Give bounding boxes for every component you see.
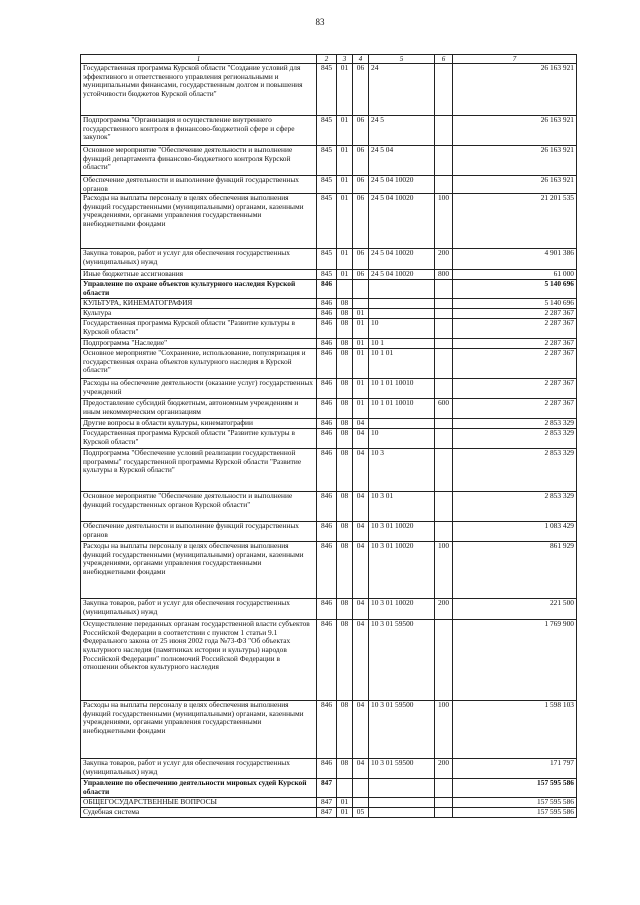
row-admin-code: 847 — [317, 798, 337, 808]
row-target-code — [369, 779, 435, 798]
row-target-code: 10 3 01 10020 — [369, 522, 435, 542]
header-cell: 5 — [369, 55, 435, 64]
row-section-code: 08 — [337, 399, 353, 419]
row-name: Управление по охране объектов культурного наследия Курской области — [81, 280, 317, 299]
row-admin-code: 846 — [317, 339, 337, 349]
row-admin-code: 845 — [317, 270, 337, 280]
table-row — [81, 176, 577, 194]
table-body — [81, 64, 577, 818]
row-subsection-code: 06 — [353, 176, 369, 194]
row-target-code: 10 3 01 — [369, 492, 435, 522]
row-amount: 157 595 586 — [453, 779, 577, 798]
row-subsection-code: 06 — [353, 146, 369, 176]
row-target-code: 24 5 04 10020 — [369, 249, 435, 270]
row-target-code — [369, 808, 435, 818]
table-row — [81, 319, 577, 339]
row-subsection-code: 04 — [353, 759, 369, 779]
row-subsection-code — [353, 280, 369, 299]
row-admin-code: 846 — [317, 429, 337, 449]
row-subsection-code: 01 — [353, 339, 369, 349]
table-row — [81, 542, 577, 599]
row-section-code: 08 — [337, 492, 353, 522]
row-name: Предоставление субсидий бюджетным, автономным учреждениям и иным некоммерческим организациям — [81, 399, 317, 419]
row-subsection-code: 04 — [353, 542, 369, 599]
row-admin-code: 846 — [317, 299, 337, 309]
row-expense-type: 600 — [435, 399, 453, 419]
header-cell: 4 — [353, 55, 369, 64]
row-subsection-code: 04 — [353, 599, 369, 620]
row-name: Расходы на выплаты персоналу в целях обеспечения выполнения функций государственными (муниципальными) органами, казенными учреждениями, органами управления государственными внебюджетными фондами — [81, 194, 317, 249]
row-admin-code: 846 — [317, 449, 337, 492]
row-expense-type — [435, 379, 453, 399]
row-expense-type — [435, 146, 453, 176]
row-amount: 61 000 — [453, 270, 577, 280]
row-subsection-code: 06 — [353, 249, 369, 270]
row-target-code — [369, 299, 435, 309]
row-admin-code: 845 — [317, 194, 337, 249]
row-section-code: 01 — [337, 798, 353, 808]
row-target-code: 10 3 01 59500 — [369, 620, 435, 701]
row-subsection-code: 01 — [353, 319, 369, 339]
row-expense-type: 200 — [435, 249, 453, 270]
row-section-code: 08 — [337, 759, 353, 779]
row-amount: 26 163 921 — [453, 146, 577, 176]
table-row — [81, 599, 577, 620]
row-expense-type — [435, 419, 453, 429]
row-name: ОБЩЕГОСУДАРСТВЕННЫЕ ВОПРОСЫ — [81, 798, 317, 808]
row-expense-type — [435, 176, 453, 194]
budget-table — [80, 54, 577, 818]
row-subsection-code: 01 — [353, 399, 369, 419]
row-target-code: 10 1 01 10010 — [369, 399, 435, 419]
row-subsection-code: 06 — [353, 194, 369, 249]
row-name: Обеспечение деятельности и выполнение функций государственных органов — [81, 522, 317, 542]
row-section-code: 01 — [337, 116, 353, 146]
row-subsection-code: 04 — [353, 492, 369, 522]
row-name: Подпрограмма "Наследие" — [81, 339, 317, 349]
row-section-code: 01 — [337, 64, 353, 116]
row-section-code: 01 — [337, 270, 353, 280]
row-section-code: 01 — [337, 176, 353, 194]
row-section-code: 08 — [337, 379, 353, 399]
header-cell: 2 — [317, 55, 337, 64]
table-row — [81, 779, 577, 798]
table-row — [81, 620, 577, 701]
row-name: Закупка товаров, работ и услуг для обеспечения государственных (муниципальных) нужд — [81, 759, 317, 779]
row-target-code — [369, 798, 435, 808]
row-section-code: 08 — [337, 419, 353, 429]
row-admin-code: 846 — [317, 349, 337, 379]
row-amount: 4 901 386 — [453, 249, 577, 270]
table-row — [81, 429, 577, 449]
row-target-code: 10 — [369, 429, 435, 449]
table-row — [81, 522, 577, 542]
row-amount: 5 140 696 — [453, 280, 577, 299]
table-row — [81, 339, 577, 349]
row-amount: 1 598 103 — [453, 701, 577, 759]
row-amount: 26 163 921 — [453, 176, 577, 194]
row-name: Расходы на обеспечение деятельности (оказание услуг) государственных учреждений — [81, 379, 317, 399]
row-section-code: 08 — [337, 429, 353, 449]
row-amount: 221 500 — [453, 599, 577, 620]
row-name: Закупка товаров, работ и услуг для обеспечения государственных (муниципальных) нужд — [81, 599, 317, 620]
row-expense-type: 100 — [435, 194, 453, 249]
row-admin-code: 846 — [317, 280, 337, 299]
row-expense-type — [435, 319, 453, 339]
row-subsection-code: 01 — [353, 379, 369, 399]
row-expense-type — [435, 492, 453, 522]
row-expense-type — [435, 522, 453, 542]
row-expense-type: 200 — [435, 759, 453, 779]
row-subsection-code — [353, 299, 369, 309]
row-admin-code: 846 — [317, 701, 337, 759]
table-row — [81, 701, 577, 759]
row-name: Судебная система — [81, 808, 317, 818]
row-admin-code: 846 — [317, 419, 337, 429]
row-amount: 1 769 900 — [453, 620, 577, 701]
row-section-code: 01 — [337, 808, 353, 818]
row-section-code: 08 — [337, 542, 353, 599]
row-expense-type — [435, 339, 453, 349]
table-row — [81, 270, 577, 280]
row-section-code: 08 — [337, 339, 353, 349]
row-section-code: 08 — [337, 299, 353, 309]
row-amount: 26 163 921 — [453, 116, 577, 146]
row-name: Подпрограмма "Организация и осуществление внутреннего государственного контроля в финансово-бюджетной сфере и сфере закупок" — [81, 116, 317, 146]
row-section-code — [337, 280, 353, 299]
row-expense-type — [435, 798, 453, 808]
row-name: Основное мероприятие "Обеспечение деятельности и выполнение функций департамента финансово-бюджетного контроля Курской области" — [81, 146, 317, 176]
row-target-code: 10 1 01 10010 — [369, 379, 435, 399]
row-subsection-code — [353, 798, 369, 808]
row-name: Осуществление переданных органам государственной власти субъектов Российской Федерации в соответствии с пунктом 1 статьи 9.1 Федерального закона от 25 июня 2002 года №73-ФЗ "Об объектах культурного наследия (памятниках истории и культуры) народов Российской Федерации" полномочий Российской Федерации в отношении объектов культурного наследия — [81, 620, 317, 701]
row-name: Подпрограмма "Обеспечение условий реализации государственной программы" государственной программы Курской области "Развитие культуры в Курской области" — [81, 449, 317, 492]
table-row — [81, 399, 577, 419]
row-expense-type — [435, 64, 453, 116]
row-name: Государственная программа Курской области "Создание условий для эффективного и ответственного управления региональными и муниципальными финансами, государственным долгом и повышения устойчивости бюджетов Курской области" — [81, 64, 317, 116]
row-expense-type — [435, 299, 453, 309]
row-subsection-code: 04 — [353, 701, 369, 759]
row-admin-code: 846 — [317, 319, 337, 339]
header-cell: 7 — [453, 55, 577, 64]
row-admin-code: 846 — [317, 599, 337, 620]
row-target-code: 10 — [369, 319, 435, 339]
row-expense-type: 200 — [435, 599, 453, 620]
row-target-code: 24 5 04 — [369, 146, 435, 176]
row-subsection-code: 06 — [353, 116, 369, 146]
table-row — [81, 249, 577, 270]
row-amount: 861 929 — [453, 542, 577, 599]
row-target-code: 24 5 04 10020 — [369, 270, 435, 280]
row-target-code: 24 5 04 10020 — [369, 194, 435, 249]
table-row — [81, 349, 577, 379]
row-name: Управление по обеспечению деятельности мировых судей Курской области — [81, 779, 317, 798]
row-admin-code: 845 — [317, 64, 337, 116]
row-subsection-code: 01 — [353, 309, 369, 319]
row-admin-code: 846 — [317, 309, 337, 319]
table-row — [81, 194, 577, 249]
row-expense-type: 800 — [435, 270, 453, 280]
row-subsection-code: 04 — [353, 620, 369, 701]
row-amount: 2 853 329 — [453, 419, 577, 429]
row-admin-code: 846 — [317, 542, 337, 599]
row-expense-type — [435, 779, 453, 798]
row-expense-type — [435, 429, 453, 449]
row-section-code: 08 — [337, 701, 353, 759]
row-expense-type: 100 — [435, 701, 453, 759]
table-row — [81, 759, 577, 779]
row-admin-code: 847 — [317, 779, 337, 798]
row-target-code: 10 3 01 59500 — [369, 759, 435, 779]
table-row — [81, 449, 577, 492]
row-section-code — [337, 779, 353, 798]
row-admin-code: 846 — [317, 620, 337, 701]
row-section-code: 08 — [337, 349, 353, 379]
row-amount: 171 797 — [453, 759, 577, 779]
row-name: Расходы на выплаты персоналу в целях обеспечения выполнения функций государственными (муниципальными) органами, казенными учреждениями, органами управления государственными внебюджетными фондами — [81, 542, 317, 599]
row-target-code: 10 3 — [369, 449, 435, 492]
row-amount: 2 287 367 — [453, 379, 577, 399]
row-section-code: 01 — [337, 146, 353, 176]
row-subsection-code — [353, 779, 369, 798]
row-expense-type — [435, 349, 453, 379]
row-target-code: 24 5 04 10020 — [369, 176, 435, 194]
row-section-code: 08 — [337, 319, 353, 339]
row-amount: 2 287 367 — [453, 349, 577, 379]
row-subsection-code: 06 — [353, 270, 369, 280]
row-admin-code: 846 — [317, 399, 337, 419]
table-row — [81, 309, 577, 319]
header-row — [81, 55, 577, 64]
row-target-code — [369, 309, 435, 319]
row-target-code: 10 3 01 59500 — [369, 701, 435, 759]
row-name: Государственная программа Курской области "Развитие культуры в Курской области" — [81, 319, 317, 339]
row-name: Иные бюджетные ассигнования — [81, 270, 317, 280]
table-row — [81, 379, 577, 399]
row-admin-code: 845 — [317, 249, 337, 270]
row-subsection-code: 04 — [353, 429, 369, 449]
row-target-code: 24 5 — [369, 116, 435, 146]
table-row — [81, 798, 577, 808]
row-name: КУЛЬТУРА, КИНЕМАТОГРАФИЯ — [81, 299, 317, 309]
table-row — [81, 419, 577, 429]
row-name: Закупка товаров, работ и услуг для обеспечения государственных (муниципальных) нужд — [81, 249, 317, 270]
row-admin-code: 846 — [317, 379, 337, 399]
table-row — [81, 146, 577, 176]
row-expense-type — [435, 808, 453, 818]
row-name: Основное мероприятие "Обеспечение деятельности и выполнение функций государственных органов Курской области" — [81, 492, 317, 522]
row-expense-type — [435, 309, 453, 319]
row-admin-code: 847 — [317, 808, 337, 818]
row-amount: 2 287 367 — [453, 339, 577, 349]
row-admin-code: 845 — [317, 116, 337, 146]
row-amount: 1 083 429 — [453, 522, 577, 542]
table-row — [81, 280, 577, 299]
row-name: Расходы на выплаты персоналу в целях обеспечения выполнения функций государственными (муниципальными) органами, казенными учреждениями, органами управления государственными внебюджетными фондами — [81, 701, 317, 759]
row-name: Культура — [81, 309, 317, 319]
row-amount: 2 853 329 — [453, 449, 577, 492]
row-amount: 2 853 329 — [453, 429, 577, 449]
row-amount: 2 853 329 — [453, 492, 577, 522]
row-amount: 157 595 586 — [453, 808, 577, 818]
row-target-code: 10 3 01 10020 — [369, 599, 435, 620]
row-admin-code: 845 — [317, 146, 337, 176]
row-target-code: 10 1 — [369, 339, 435, 349]
row-amount: 2 287 367 — [453, 309, 577, 319]
row-subsection-code: 04 — [353, 419, 369, 429]
row-amount: 157 595 586 — [453, 798, 577, 808]
header-cell: 3 — [337, 55, 353, 64]
header-cell: 6 — [435, 55, 453, 64]
row-target-code: 10 3 01 10020 — [369, 542, 435, 599]
row-subsection-code: 06 — [353, 64, 369, 116]
row-target-code: 24 — [369, 64, 435, 116]
row-amount: 2 287 367 — [453, 319, 577, 339]
row-admin-code: 845 — [317, 176, 337, 194]
row-target-code — [369, 419, 435, 429]
table-row — [81, 492, 577, 522]
row-section-code: 08 — [337, 599, 353, 620]
page-number: 83 — [315, 17, 325, 27]
row-admin-code: 846 — [317, 522, 337, 542]
table-row — [81, 64, 577, 116]
row-section-code: 01 — [337, 194, 353, 249]
row-subsection-code: 04 — [353, 449, 369, 492]
row-subsection-code: 01 — [353, 349, 369, 379]
row-name: Государственная программа Курской области "Развитие культуры в Курской области" — [81, 429, 317, 449]
row-amount: 2 287 367 — [453, 399, 577, 419]
row-amount: 5 140 696 — [453, 299, 577, 309]
row-section-code: 08 — [337, 620, 353, 701]
row-target-code: 10 1 01 — [369, 349, 435, 379]
row-section-code: 01 — [337, 249, 353, 270]
row-subsection-code: 04 — [353, 522, 369, 542]
row-target-code — [369, 280, 435, 299]
row-subsection-code: 05 — [353, 808, 369, 818]
row-name: Обеспечение деятельности и выполнение функций государственных органов — [81, 176, 317, 194]
table-row — [81, 116, 577, 146]
row-expense-type — [435, 280, 453, 299]
row-expense-type — [435, 620, 453, 701]
table-row — [81, 299, 577, 309]
row-name: Другие вопросы в области культуры, кинематографии — [81, 419, 317, 429]
row-amount: 21 201 535 — [453, 194, 577, 249]
row-expense-type — [435, 116, 453, 146]
row-section-code: 08 — [337, 522, 353, 542]
table-row — [81, 808, 577, 818]
row-name: Основное мероприятие "Сохранение, использование, популяризация и государственная охрана объектов культурного наследия в Курской области" — [81, 349, 317, 379]
row-expense-type: 100 — [435, 542, 453, 599]
row-admin-code: 846 — [317, 492, 337, 522]
header-cell: 1 — [81, 55, 317, 64]
row-section-code: 08 — [337, 309, 353, 319]
row-section-code: 08 — [337, 449, 353, 492]
row-amount: 26 163 921 — [453, 64, 577, 116]
row-expense-type — [435, 449, 453, 492]
row-admin-code: 846 — [317, 759, 337, 779]
